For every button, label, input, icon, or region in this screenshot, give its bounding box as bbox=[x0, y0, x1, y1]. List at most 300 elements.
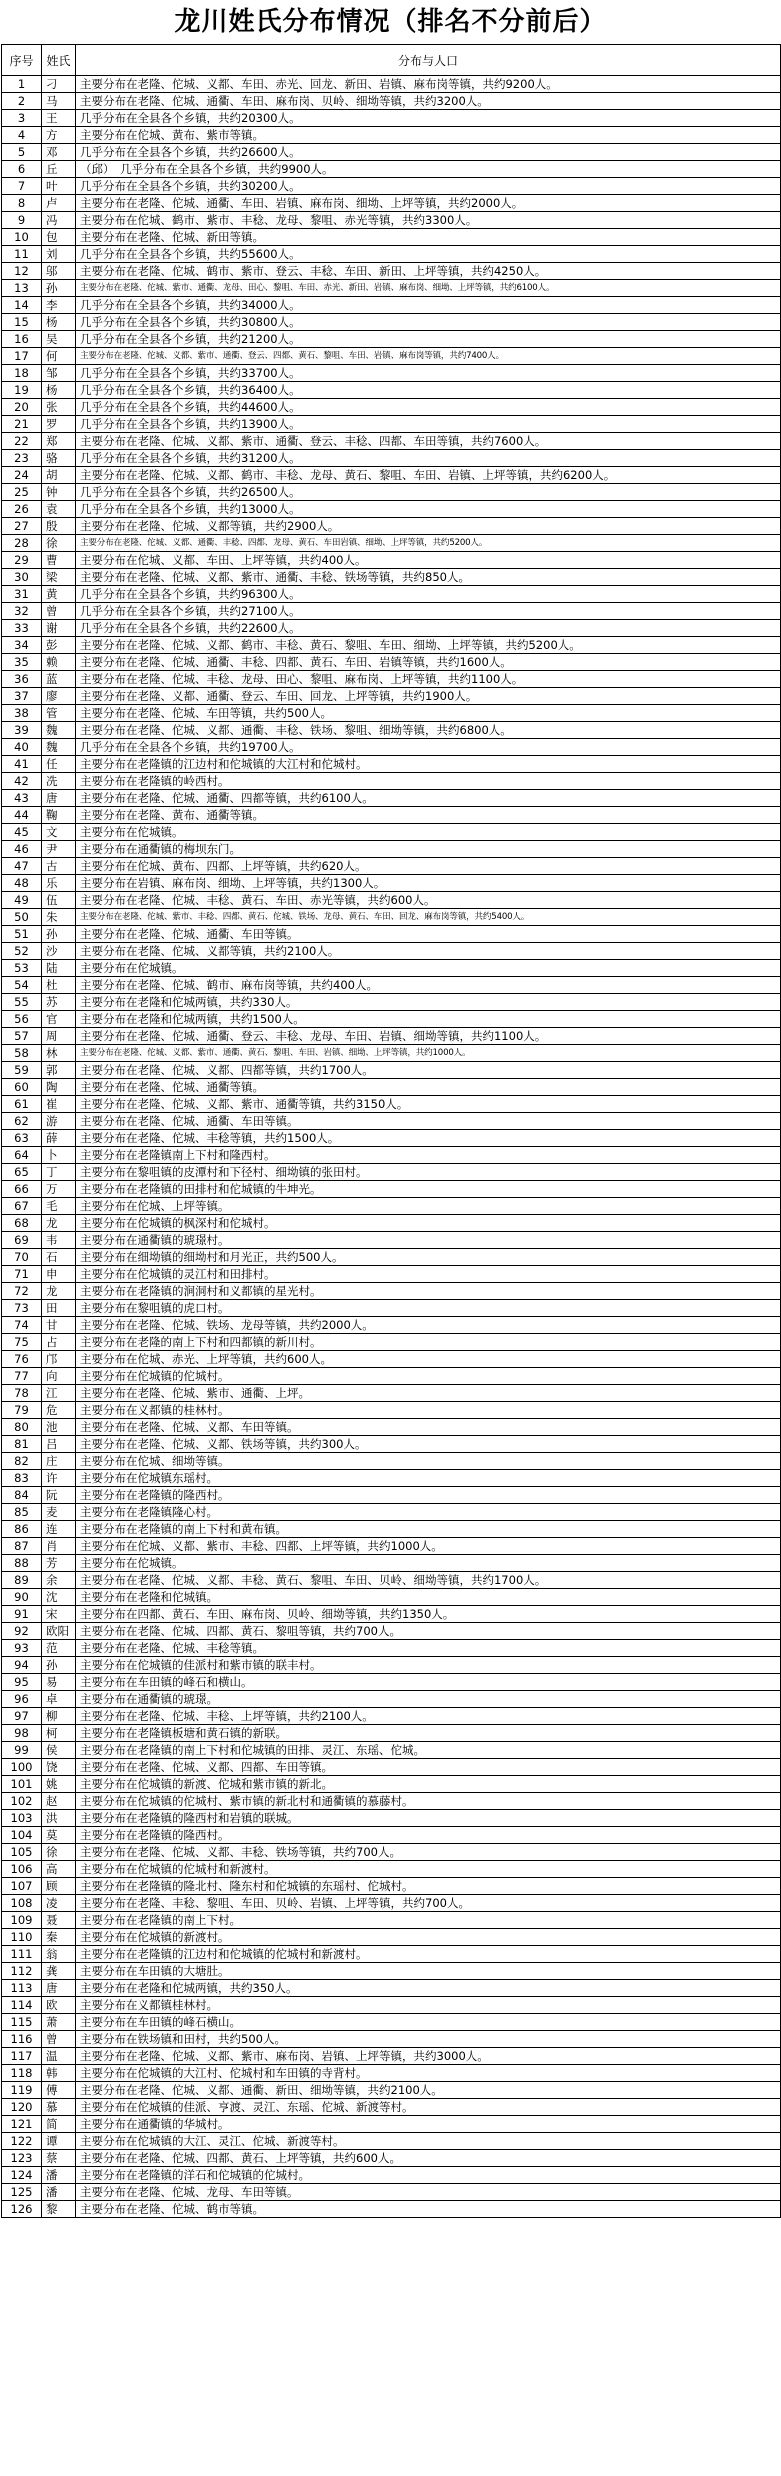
row-surname: 田 bbox=[42, 1300, 76, 1317]
row-detail: 主要分布在佗城镇的佳派、亨渡、灵江、东瑶、佗城、新渡等村。 bbox=[76, 2099, 781, 2116]
row-surname: 罗 bbox=[42, 416, 76, 433]
row-detail: 主要分布在老隆、佗城、通衢、车田、麻布岗、贝岭、细坳等镇，共约3200人。 bbox=[76, 93, 781, 110]
row-detail: 几乎分布在全县各个乡镇，共约30200人。 bbox=[76, 178, 781, 195]
row-surname: 刘 bbox=[42, 246, 76, 263]
row-surname: 简 bbox=[42, 2116, 76, 2133]
row-detail: 主要分布在老隆、佗城、通衢、车田等镇。 bbox=[76, 1113, 781, 1130]
row-surname: 池 bbox=[42, 1419, 76, 1436]
row-number: 2 bbox=[2, 93, 42, 110]
row-detail: 主要分布在老隆、佗城、丰稔、龙母、田心、黎咀、麻布岗、上坪等镇，共约1100人。 bbox=[76, 671, 781, 688]
row-surname: 孙 bbox=[42, 1657, 76, 1674]
row-number: 71 bbox=[2, 1266, 42, 1283]
row-detail: 主要分布在老隆、义都、通衢、登云、车田、回龙、上坪等镇，共约1900人。 bbox=[76, 688, 781, 705]
row-detail: 主要分布在老隆和佗城镇。 bbox=[76, 1589, 781, 1606]
row-detail: 主要分布在老隆、佗城、丰稔、黄石、车田、赤光等镇，共约600人。 bbox=[76, 892, 781, 909]
row-detail: 主要分布在老隆、佗城、丰稔等镇。 bbox=[76, 1640, 781, 1657]
table-row bbox=[2, 1402, 781, 1419]
row-detail: 主要分布在佗城镇。 bbox=[76, 824, 781, 841]
row-surname: 唐 bbox=[42, 1980, 76, 1997]
surname-table bbox=[1, 44, 781, 2218]
row-detail: 主要分布在佗城、黄布、四都、上坪等镇，共约620人。 bbox=[76, 858, 781, 875]
row-surname: 柳 bbox=[42, 1708, 76, 1725]
row-surname: 潘 bbox=[42, 2184, 76, 2201]
table-row bbox=[2, 1674, 781, 1691]
row-detail: 主要分布在老隆、佗城、通衢等镇。 bbox=[76, 1079, 781, 1096]
table-header-row bbox=[2, 45, 781, 76]
row-number: 94 bbox=[2, 1657, 42, 1674]
table-row bbox=[2, 1368, 781, 1385]
row-surname: 韩 bbox=[42, 2065, 76, 2082]
row-detail: 几乎分布在全县各个乡镇，共约33700人。 bbox=[76, 365, 781, 382]
table-row bbox=[2, 1028, 781, 1045]
table-row bbox=[2, 1708, 781, 1725]
row-number: 13 bbox=[2, 280, 42, 297]
row-number: 105 bbox=[2, 1844, 42, 1861]
row-detail: 主要分布在老隆镇的隆西村和岩镇的联城。 bbox=[76, 1810, 781, 1827]
row-number: 126 bbox=[2, 2201, 42, 2218]
row-number: 35 bbox=[2, 654, 42, 671]
row-surname: 翁 bbox=[42, 1946, 76, 1963]
row-surname: 危 bbox=[42, 1402, 76, 1419]
row-surname: 卢 bbox=[42, 195, 76, 212]
row-number: 111 bbox=[2, 1946, 42, 1963]
row-number: 16 bbox=[2, 331, 42, 348]
row-number: 73 bbox=[2, 1300, 42, 1317]
row-detail: 主要分布在义都镇桂林村。 bbox=[76, 1997, 781, 2014]
row-number: 119 bbox=[2, 2082, 42, 2099]
table-row bbox=[2, 586, 781, 603]
row-number: 61 bbox=[2, 1096, 42, 1113]
table-row bbox=[2, 1504, 781, 1521]
row-detail: 主要分布在老隆、佗城、紫市、丰稔、四都、黄石、佗城、铁场、龙母、黄石、车田、回龙、麻布岗等镇，共约5400人。 bbox=[76, 909, 781, 926]
row-surname: 易 bbox=[42, 1674, 76, 1691]
table-row bbox=[2, 144, 781, 161]
row-detail: 主要分布在老隆、佗城、通衢、车田、岩镇、麻布岗、细坳、上坪等镇，共约2000人。 bbox=[76, 195, 781, 212]
row-number: 104 bbox=[2, 1827, 42, 1844]
row-number: 26 bbox=[2, 501, 42, 518]
row-detail: 主要分布在老隆镇的隆北村、隆东村和佗城镇的东瑶村、佗城村。 bbox=[76, 1878, 781, 1895]
row-detail: 主要分布在老隆、佗城、义都、紫市、通衢、黄石、黎咀、车田、岩镇、细坳、上坪等镇，共约1000人。 bbox=[76, 1045, 781, 1062]
table-row bbox=[2, 858, 781, 875]
page-title: 龙川姓氏分布情况（排名不分前后） bbox=[174, 7, 607, 37]
table-row bbox=[2, 1521, 781, 1538]
table-row bbox=[2, 1657, 781, 1674]
row-detail: 主要分布在老隆、佗城、通衢、丰稔、四都、黄石、车田、岩镇等镇，共约1600人。 bbox=[76, 654, 781, 671]
row-number: 57 bbox=[2, 1028, 42, 1045]
table-row bbox=[2, 314, 781, 331]
row-surname: 任 bbox=[42, 756, 76, 773]
row-surname: 秦 bbox=[42, 1929, 76, 1946]
table-row bbox=[2, 637, 781, 654]
table-row bbox=[2, 2133, 781, 2150]
row-detail: 主要分布在老隆、佗城、义都、鹤市、丰稔、黄石、黎咀、车田、细坳、上坪等镇，共约5200人。 bbox=[76, 637, 781, 654]
row-number: 81 bbox=[2, 1436, 42, 1453]
row-surname: 石 bbox=[42, 1249, 76, 1266]
table-row bbox=[2, 1130, 781, 1147]
row-number: 109 bbox=[2, 1912, 42, 1929]
row-number: 92 bbox=[2, 1623, 42, 1640]
table-row bbox=[2, 1334, 781, 1351]
row-surname: 范 bbox=[42, 1640, 76, 1657]
row-detail: 主要分布在老隆、佗城、义都、四都、车田等镇。 bbox=[76, 1759, 781, 1776]
table-row bbox=[2, 875, 781, 892]
row-surname: 郭 bbox=[42, 1062, 76, 1079]
table-row bbox=[2, 297, 781, 314]
row-number: 113 bbox=[2, 1980, 42, 1997]
row-surname: 吴 bbox=[42, 331, 76, 348]
table-row bbox=[2, 331, 781, 348]
table-row bbox=[2, 1266, 781, 1283]
row-detail: 主要分布在佗城镇的灵江村和田排村。 bbox=[76, 1266, 781, 1283]
row-number: 108 bbox=[2, 1895, 42, 1912]
table-row bbox=[2, 1606, 781, 1623]
row-detail: 主要分布在老隆和佗城两镇，共约330人。 bbox=[76, 994, 781, 1011]
table-row bbox=[2, 824, 781, 841]
row-surname: 骆 bbox=[42, 450, 76, 467]
row-surname: 胡 bbox=[42, 467, 76, 484]
row-number: 66 bbox=[2, 1181, 42, 1198]
row-surname: 孙 bbox=[42, 926, 76, 943]
row-number: 84 bbox=[2, 1487, 42, 1504]
table-row bbox=[2, 943, 781, 960]
row-number: 110 bbox=[2, 1929, 42, 1946]
row-detail: 主要分布在老隆镇隆心村。 bbox=[76, 1504, 781, 1521]
row-number: 24 bbox=[2, 467, 42, 484]
table-row bbox=[2, 620, 781, 637]
row-surname: 徐 bbox=[42, 535, 76, 552]
row-number: 63 bbox=[2, 1130, 42, 1147]
row-detail: 主要分布在老隆镇的南上下村和黄布镇。 bbox=[76, 1521, 781, 1538]
table-row bbox=[2, 1164, 781, 1181]
row-detail: 主要分布在老隆、佗城、四都、黄石、上坪等镇，共约600人。 bbox=[76, 2150, 781, 2167]
row-number: 22 bbox=[2, 433, 42, 450]
row-detail: 主要分布在佗城镇的佗城村。 bbox=[76, 1368, 781, 1385]
row-detail: 主要分布在佗城镇的佳派村和紫市镇的联丰村。 bbox=[76, 1657, 781, 1674]
header-no: 序号 bbox=[2, 45, 42, 76]
row-surname: 杨 bbox=[42, 314, 76, 331]
row-detail: 几乎分布在全县各个乡镇，共约34000人。 bbox=[76, 297, 781, 314]
row-surname: 欧阳 bbox=[42, 1623, 76, 1640]
table-row bbox=[2, 1827, 781, 1844]
table-row bbox=[2, 1759, 781, 1776]
table-row bbox=[2, 212, 781, 229]
row-detail: 几乎分布在全县各个乡镇，共约13000人。 bbox=[76, 501, 781, 518]
row-detail: 主要分布在铁场镇和田村，共约500人。 bbox=[76, 2031, 781, 2048]
row-number: 87 bbox=[2, 1538, 42, 1555]
row-surname: 侯 bbox=[42, 1742, 76, 1759]
row-number: 72 bbox=[2, 1283, 42, 1300]
row-number: 27 bbox=[2, 518, 42, 535]
row-surname: 王 bbox=[42, 110, 76, 127]
row-number: 18 bbox=[2, 365, 42, 382]
row-detail: 主要分布在老隆、佗城、义都、四都等镇，共约1700人。 bbox=[76, 1062, 781, 1079]
row-surname: 魏 bbox=[42, 739, 76, 756]
row-surname: 肖 bbox=[42, 1538, 76, 1555]
table-row bbox=[2, 1640, 781, 1657]
row-surname: 孙 bbox=[42, 280, 76, 297]
row-number: 65 bbox=[2, 1164, 42, 1181]
table-row bbox=[2, 2184, 781, 2201]
row-surname: 宋 bbox=[42, 1606, 76, 1623]
row-number: 112 bbox=[2, 1963, 42, 1980]
row-surname: 古 bbox=[42, 858, 76, 875]
row-surname: 莫 bbox=[42, 1827, 76, 1844]
row-number: 38 bbox=[2, 705, 42, 722]
row-detail: 主要分布在老隆、佗城、车田等镇，共约500人。 bbox=[76, 705, 781, 722]
row-detail: 主要分布在老隆、佗城、义都、车田、赤光、回龙、新田、岩镇、麻布岗等镇，共约9200人。 bbox=[76, 76, 781, 93]
table-row bbox=[2, 654, 781, 671]
table-row bbox=[2, 790, 781, 807]
row-detail: 主要分布在老隆、佗城、通衢、四都等镇，共约6100人。 bbox=[76, 790, 781, 807]
row-number: 21 bbox=[2, 416, 42, 433]
row-surname: 饶 bbox=[42, 1759, 76, 1776]
table-row bbox=[2, 1045, 781, 1062]
table-row bbox=[2, 2167, 781, 2184]
row-number: 53 bbox=[2, 960, 42, 977]
row-number: 51 bbox=[2, 926, 42, 943]
row-number: 49 bbox=[2, 892, 42, 909]
table-row bbox=[2, 1929, 781, 1946]
row-surname: 赖 bbox=[42, 654, 76, 671]
table-row bbox=[2, 263, 781, 280]
row-surname: 游 bbox=[42, 1113, 76, 1130]
table-row bbox=[2, 1113, 781, 1130]
row-detail: 几乎分布在全县各个乡镇，共约44600人。 bbox=[76, 399, 781, 416]
table-row bbox=[2, 76, 781, 93]
row-number: 43 bbox=[2, 790, 42, 807]
row-number: 76 bbox=[2, 1351, 42, 1368]
row-number: 85 bbox=[2, 1504, 42, 1521]
table-row bbox=[2, 807, 781, 824]
table-row bbox=[2, 1011, 781, 1028]
header-detail: 分布与人口 bbox=[76, 45, 781, 76]
table-row bbox=[2, 416, 781, 433]
row-surname: 申 bbox=[42, 1266, 76, 1283]
row-number: 75 bbox=[2, 1334, 42, 1351]
table-row bbox=[2, 1793, 781, 1810]
row-number: 37 bbox=[2, 688, 42, 705]
row-number: 46 bbox=[2, 841, 42, 858]
row-detail: 主要分布在老隆、佗城、铁场、龙母等镇，共约2000人。 bbox=[76, 1317, 781, 1334]
row-surname: 卜 bbox=[42, 1147, 76, 1164]
table-row bbox=[2, 501, 781, 518]
row-detail: 主要分布在老隆、佗城、新田等镇。 bbox=[76, 229, 781, 246]
table-row bbox=[2, 688, 781, 705]
row-detail: 主要分布在老隆、佗城、鹤市等镇。 bbox=[76, 2201, 781, 2218]
row-number: 58 bbox=[2, 1045, 42, 1062]
row-surname: 尹 bbox=[42, 841, 76, 858]
row-surname: 邹 bbox=[42, 365, 76, 382]
table-row bbox=[2, 1096, 781, 1113]
row-number: 121 bbox=[2, 2116, 42, 2133]
row-surname: 黎 bbox=[42, 2201, 76, 2218]
row-detail: 主要分布在老隆镇板塘和黄石镇的新联。 bbox=[76, 1725, 781, 1742]
table-row bbox=[2, 2031, 781, 2048]
row-detail: 主要分布在佗城镇的新渡村。 bbox=[76, 1929, 781, 1946]
row-detail: 主要分布在老隆镇的南上下村和佗城镇的田排、灵江、东瑶、佗城。 bbox=[76, 1742, 781, 1759]
row-surname: 周 bbox=[42, 1028, 76, 1045]
table-row bbox=[2, 467, 781, 484]
table-row bbox=[2, 1079, 781, 1096]
row-number: 11 bbox=[2, 246, 42, 263]
row-detail: 主要分布在佗城、赤光、上坪等镇，共约600人。 bbox=[76, 1351, 781, 1368]
row-detail: 主要分布在老隆、佗城、义都、丰稔、黄石、黎咀、车田、贝岭、细坳等镇，共约1700人。 bbox=[76, 1572, 781, 1589]
row-number: 101 bbox=[2, 1776, 42, 1793]
row-detail: （邱） 几乎分布在全县各个乡镇，共约9900人。 bbox=[76, 161, 781, 178]
row-surname: 刁 bbox=[42, 76, 76, 93]
row-number: 67 bbox=[2, 1198, 42, 1215]
row-surname: 傅 bbox=[42, 2082, 76, 2099]
row-surname: 朱 bbox=[42, 909, 76, 926]
row-detail: 几乎分布在全县各个乡镇，共约13900人。 bbox=[76, 416, 781, 433]
row-detail: 主要分布在通衢镇的琥璟。 bbox=[76, 1691, 781, 1708]
table-row bbox=[2, 2048, 781, 2065]
row-detail: 几乎分布在全县各个乡镇，共约30800人。 bbox=[76, 314, 781, 331]
row-surname: 邓 bbox=[42, 144, 76, 161]
table-row bbox=[2, 569, 781, 586]
table-row bbox=[2, 2014, 781, 2031]
row-number: 120 bbox=[2, 2099, 42, 2116]
row-number: 52 bbox=[2, 943, 42, 960]
table-row bbox=[2, 1249, 781, 1266]
table-row bbox=[2, 1300, 781, 1317]
table-row bbox=[2, 246, 781, 263]
row-detail: 主要分布在老隆、佗城、龙母、车田等镇。 bbox=[76, 2184, 781, 2201]
table-row bbox=[2, 1997, 781, 2014]
row-surname: 管 bbox=[42, 705, 76, 722]
row-number: 107 bbox=[2, 1878, 42, 1895]
table-row bbox=[2, 110, 781, 127]
row-detail: 主要分布在老隆、佗城、四都、黄石、黎咀等镇，共约700人。 bbox=[76, 1623, 781, 1640]
row-surname: 廖 bbox=[42, 688, 76, 705]
row-surname: 陆 bbox=[42, 960, 76, 977]
row-number: 60 bbox=[2, 1079, 42, 1096]
row-number: 29 bbox=[2, 552, 42, 569]
row-surname: 林 bbox=[42, 1045, 76, 1062]
row-number: 114 bbox=[2, 1997, 42, 2014]
table-row bbox=[2, 1980, 781, 1997]
table-row bbox=[2, 841, 781, 858]
row-surname: 顾 bbox=[42, 1878, 76, 1895]
row-detail: 主要分布在老隆镇的隆西村。 bbox=[76, 1487, 781, 1504]
row-detail: 主要分布在老隆、丰稔、黎咀、车田、贝岭、岩镇、上坪等镇，共约700人。 bbox=[76, 1895, 781, 1912]
table-row bbox=[2, 1453, 781, 1470]
row-surname: 慕 bbox=[42, 2099, 76, 2116]
table-row bbox=[2, 1623, 781, 1640]
row-surname: 萧 bbox=[42, 2014, 76, 2031]
header-surname: 姓氏 bbox=[42, 45, 76, 76]
table-row bbox=[2, 960, 781, 977]
table-row bbox=[2, 1878, 781, 1895]
row-detail: 主要分布在老隆镇的田排村和佗城镇的牛坤光。 bbox=[76, 1181, 781, 1198]
row-number: 91 bbox=[2, 1606, 42, 1623]
row-detail: 主要分布在老隆镇的洋石和佗城镇的佗城村。 bbox=[76, 2167, 781, 2184]
row-surname: 李 bbox=[42, 297, 76, 314]
row-surname: 鞠 bbox=[42, 807, 76, 824]
row-surname: 卓 bbox=[42, 1691, 76, 1708]
row-number: 6 bbox=[2, 161, 42, 178]
row-surname: 柯 bbox=[42, 1725, 76, 1742]
row-number: 32 bbox=[2, 603, 42, 620]
row-number: 10 bbox=[2, 229, 42, 246]
row-number: 7 bbox=[2, 178, 42, 195]
row-surname: 丘 bbox=[42, 161, 76, 178]
row-number: 34 bbox=[2, 637, 42, 654]
row-detail: 主要分布在老隆和佗城两镇，共约1500人。 bbox=[76, 1011, 781, 1028]
table-row bbox=[2, 1470, 781, 1487]
row-number: 115 bbox=[2, 2014, 42, 2031]
row-number: 14 bbox=[2, 297, 42, 314]
row-detail: 主要分布在佗城、细坳等镇。 bbox=[76, 1453, 781, 1470]
row-detail: 主要分布在老隆的南上下村和四都镇的新川村。 bbox=[76, 1334, 781, 1351]
row-surname: 姚 bbox=[42, 1776, 76, 1793]
row-surname: 曾 bbox=[42, 2031, 76, 2048]
row-detail: 主要分布在佗城、黄布、紫市等镇。 bbox=[76, 127, 781, 144]
row-surname: 马 bbox=[42, 93, 76, 110]
row-number: 86 bbox=[2, 1521, 42, 1538]
row-number: 117 bbox=[2, 2048, 42, 2065]
table-row bbox=[2, 1232, 781, 1249]
row-detail: 主要分布在老隆镇的南上下村。 bbox=[76, 1912, 781, 1929]
row-detail: 几乎分布在全县各个乡镇，共约55600人。 bbox=[76, 246, 781, 263]
row-detail: 主要分布在佗城镇。 bbox=[76, 1555, 781, 1572]
row-surname: 崔 bbox=[42, 1096, 76, 1113]
row-surname: 黄 bbox=[42, 586, 76, 603]
row-surname: 杜 bbox=[42, 977, 76, 994]
row-surname: 向 bbox=[42, 1368, 76, 1385]
table-row bbox=[2, 1487, 781, 1504]
row-surname: 高 bbox=[42, 1861, 76, 1878]
row-detail: 主要分布在老隆、佗城、义都、车田等镇。 bbox=[76, 1419, 781, 1436]
row-detail: 主要分布在通衢镇的琥璟村。 bbox=[76, 1232, 781, 1249]
row-detail: 主要分布在佗城、鹤市、紫市、丰稔、龙母、黎咀、赤光等镇，共约3300人。 bbox=[76, 212, 781, 229]
row-detail: 主要分布在老隆、佗城、通衢、车田等镇。 bbox=[76, 926, 781, 943]
table-row bbox=[2, 2201, 781, 2218]
table-row bbox=[2, 1538, 781, 1555]
table-row bbox=[2, 705, 781, 722]
table-row bbox=[2, 280, 781, 297]
row-detail: 主要分布在老隆、佗城、紫市、通衢、龙母、田心、黎咀、车田、赤光、新田、岩镇、麻布岗、细坳、上坪等镇，共约6100人。 bbox=[76, 280, 781, 297]
row-number: 80 bbox=[2, 1419, 42, 1436]
row-number: 83 bbox=[2, 1470, 42, 1487]
table-row bbox=[2, 1572, 781, 1589]
row-detail: 主要分布在老隆、佗城、义都、鹤市、丰稔、龙母、黄石、黎咀、车田、岩镇、上坪等镇，共约6200人。 bbox=[76, 467, 781, 484]
row-detail: 主要分布在老隆、佗城、义都、通衢、丰稔、铁场、黎咀、细坳等镇，共约6800人。 bbox=[76, 722, 781, 739]
row-surname: 谢 bbox=[42, 620, 76, 637]
row-number: 4 bbox=[2, 127, 42, 144]
table-row bbox=[2, 1062, 781, 1079]
table-body bbox=[2, 76, 781, 2218]
table-row bbox=[2, 365, 781, 382]
row-surname: 叶 bbox=[42, 178, 76, 195]
row-number: 62 bbox=[2, 1113, 42, 1130]
row-surname: 徐 bbox=[42, 1844, 76, 1861]
row-number: 79 bbox=[2, 1402, 42, 1419]
row-detail: 主要分布在黎咀镇的皮潭村和下径村、细坳镇的张田村。 bbox=[76, 1164, 781, 1181]
row-detail: 主要分布在佗城镇的大江、灵江、佗城、新渡等村。 bbox=[76, 2133, 781, 2150]
row-detail: 几乎分布在全县各个乡镇，共约19700人。 bbox=[76, 739, 781, 756]
row-detail: 几乎分布在全县各个乡镇，共约22600人。 bbox=[76, 620, 781, 637]
row-number: 77 bbox=[2, 1368, 42, 1385]
row-surname: 万 bbox=[42, 1181, 76, 1198]
row-detail: 主要分布在老隆、佗城、义都、紫市、通衢、登云、丰稔、四都、车田等镇，共约7600人。 bbox=[76, 433, 781, 450]
row-detail: 几乎分布在全县各个乡镇，共约96300人。 bbox=[76, 586, 781, 603]
row-surname: 曾 bbox=[42, 603, 76, 620]
table-row bbox=[2, 1147, 781, 1164]
row-surname: 沙 bbox=[42, 943, 76, 960]
row-detail: 主要分布在老隆、佗城、义都、铁场等镇，共约300人。 bbox=[76, 1436, 781, 1453]
row-number: 88 bbox=[2, 1555, 42, 1572]
